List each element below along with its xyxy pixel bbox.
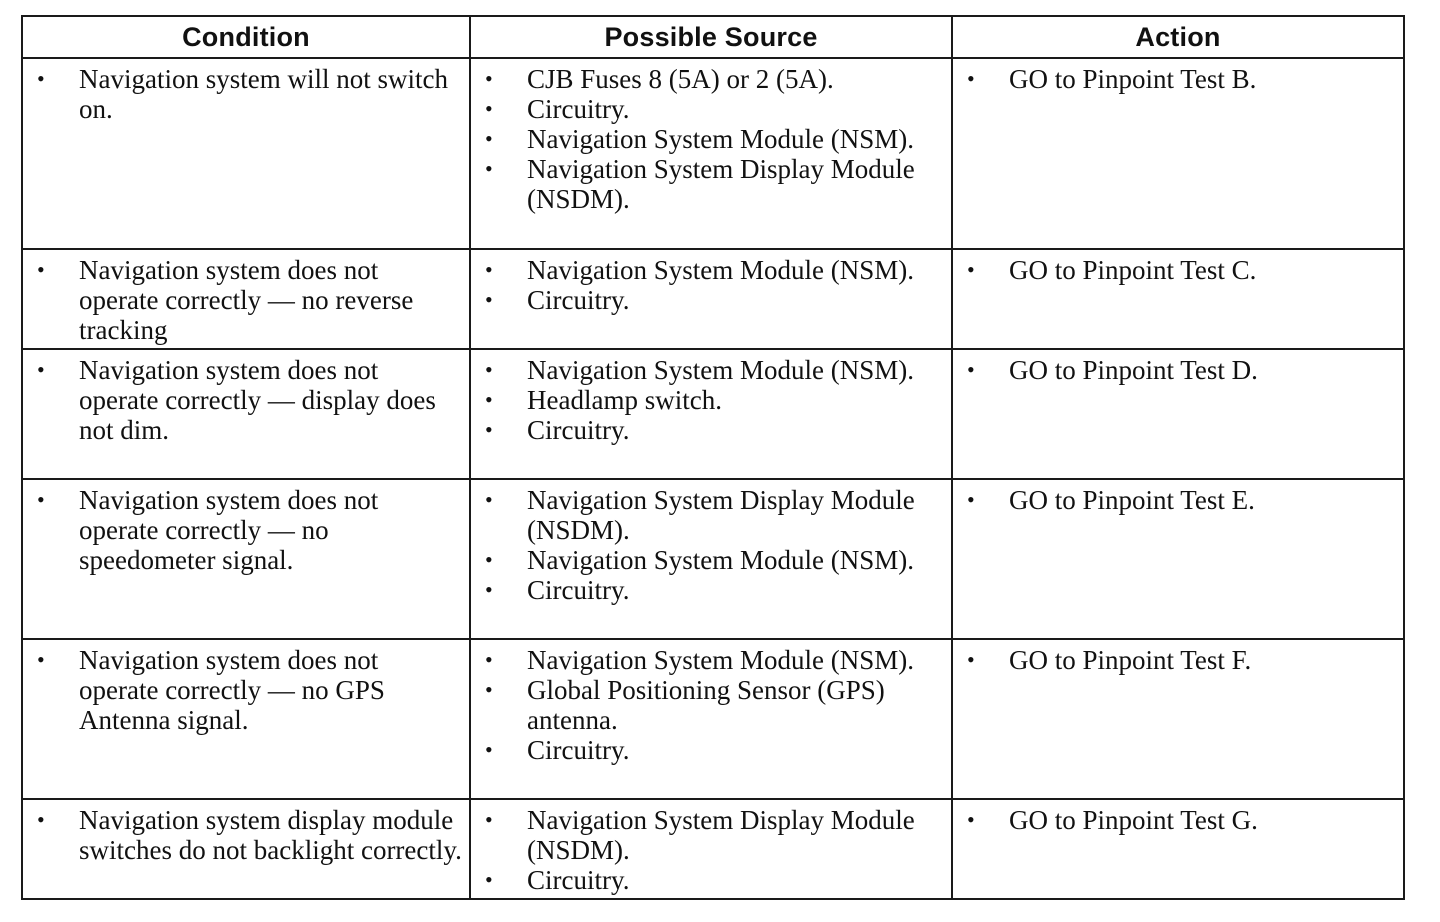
condition-cell [22, 799, 470, 899]
diagnostic-table [21, 15, 1405, 900]
source-item: • Navigation System Display Module (NSDM). [485, 485, 945, 545]
action-text: • GO to Pinpoint Test G. [967, 805, 1397, 835]
table-row [22, 639, 1404, 799]
source-item: • Navigation System Module (NSM). [485, 255, 945, 285]
action-text: • GO to Pinpoint Test D. [967, 355, 1397, 385]
source-item: • Circuitry. [485, 285, 945, 315]
source-cell [470, 799, 952, 899]
source-cell [470, 479, 952, 639]
action-cell [952, 58, 1404, 249]
action-cell [952, 349, 1404, 479]
condition-cell [22, 639, 470, 799]
source-item: • Navigation System Display Module (NSDM). [485, 805, 945, 865]
table-row [22, 249, 1404, 349]
source-item: • Navigation System Module (NSM). [485, 545, 945, 575]
action-text: • GO to Pinpoint Test C. [967, 255, 1397, 285]
source-item: • Circuitry. [485, 415, 945, 445]
source-item: • Global Positioning Sensor (GPS) antenna. [485, 675, 945, 735]
table-row [22, 349, 1404, 479]
source-item: • CJB Fuses 8 (5A) or 2 (5A). [485, 64, 945, 94]
table-row [22, 799, 1404, 899]
source-item: • Navigation System Module (NSM). [485, 124, 945, 154]
condition-cell [22, 58, 470, 249]
condition-text: • Navigation system does not operate correctly — no speedometer signal. [37, 485, 463, 575]
source-item: • Headlamp switch. [485, 385, 945, 415]
source-cell [470, 639, 952, 799]
condition-text: • Navigation system does not operate correctly — no reverse tracking [37, 255, 463, 345]
condition-cell [22, 249, 470, 349]
header-condition: Condition [22, 16, 470, 58]
action-cell [952, 249, 1404, 349]
source-item: • Navigation System Module (NSM). [485, 645, 945, 675]
source-item: • Circuitry. [485, 94, 945, 124]
condition-cell [22, 479, 470, 639]
condition-text: • Navigation system does not operate correctly — no GPS Antenna signal. [37, 645, 463, 735]
header-action: Action [952, 16, 1404, 58]
source-item: • Circuitry. [485, 735, 945, 765]
source-item: • Circuitry. [485, 575, 945, 605]
header-row [22, 16, 1404, 58]
condition-text: • Navigation system will not switch on. [37, 64, 463, 124]
action-text: • GO to Pinpoint Test B. [967, 64, 1397, 94]
source-item: • Navigation System Display Module (NSDM). [485, 154, 945, 214]
table-row [22, 479, 1404, 639]
source-item: • Navigation System Module (NSM). [485, 355, 945, 385]
action-cell [952, 639, 1404, 799]
action-cell [952, 799, 1404, 899]
table-row [22, 58, 1404, 249]
condition-text: • Navigation system display module switches do not backlight correctly. [37, 805, 463, 865]
action-cell [952, 479, 1404, 639]
condition-text: • Navigation system does not operate correctly — display does not dim. [37, 355, 463, 445]
source-cell [470, 58, 952, 249]
source-cell [470, 249, 952, 349]
condition-cell [22, 349, 470, 479]
action-text: • GO to Pinpoint Test F. [967, 645, 1397, 675]
header-possible-source: Possible Source [470, 16, 952, 58]
source-item: • Circuitry. [485, 865, 945, 895]
source-cell [470, 349, 952, 479]
action-text: • GO to Pinpoint Test E. [967, 485, 1397, 515]
